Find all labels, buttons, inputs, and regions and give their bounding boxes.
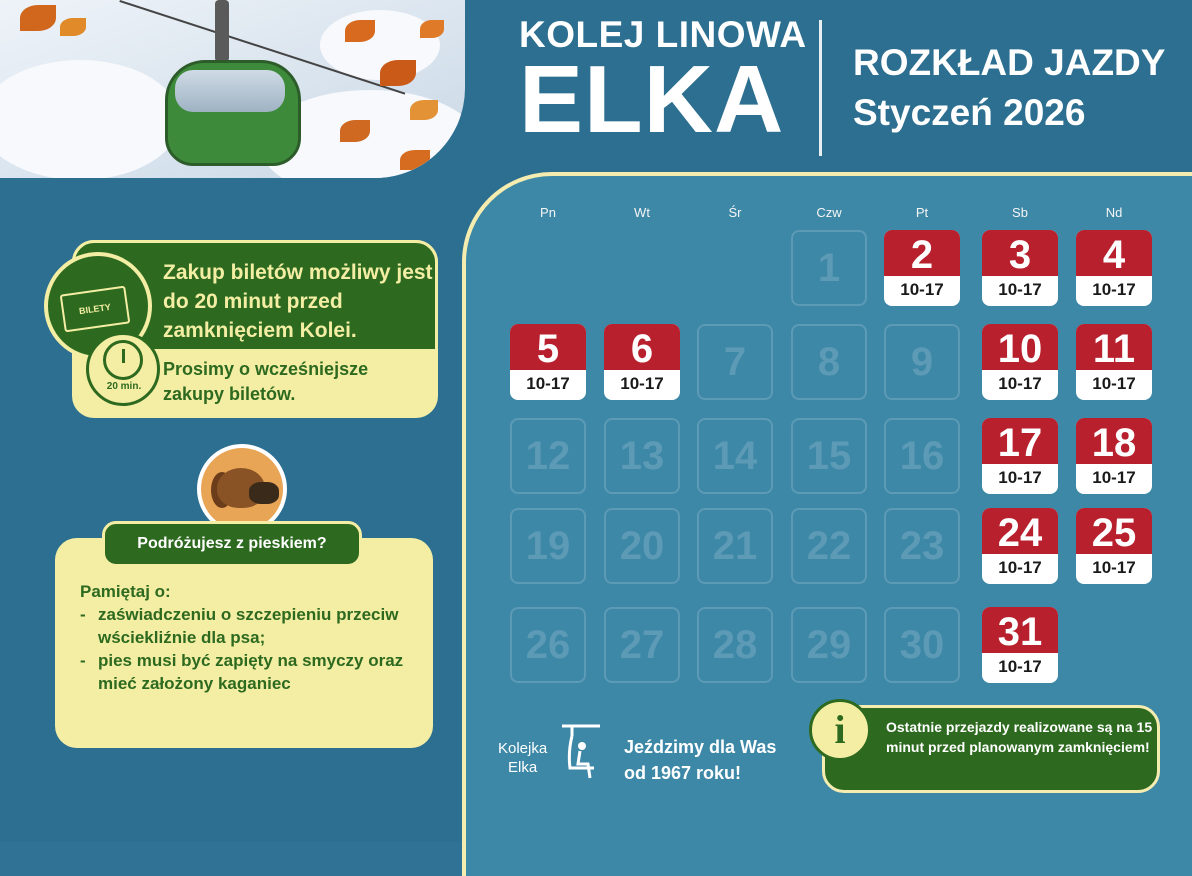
day-number: 7 (723, 340, 747, 384)
day-number: 4 (1076, 230, 1152, 276)
day-number: 6 (604, 324, 680, 370)
opening-hours: 10-17 (900, 280, 944, 299)
day-number: 28 (712, 623, 758, 667)
calendar-day-closed (510, 607, 586, 683)
title-line2: ELKA (519, 46, 785, 153)
opening-hours: 10-17 (620, 374, 664, 393)
logo-line2: Elka (508, 759, 538, 776)
weekday-label: Nd (1105, 205, 1123, 220)
day-number: 26 (525, 623, 571, 667)
opening-hours: 10-17 (998, 280, 1042, 299)
gondola-photo (0, 0, 465, 178)
tagline-line1: Jeździmy dla Was (624, 737, 777, 757)
opening-hours: 10-17 (1092, 558, 1136, 577)
month-label: Styczeń 2026 (853, 92, 1086, 133)
day-number: 3 (982, 230, 1058, 276)
day-number: 19 (525, 524, 571, 568)
day-number: 30 (899, 623, 945, 667)
calendar-day-closed (604, 607, 680, 683)
kolejka-logo-text (498, 739, 547, 777)
calendar-day-open (982, 230, 1058, 306)
calendar-day-open (604, 324, 680, 400)
dog-item: - zaświadczeniu o szczepieniu przeciw wściekliźnie dla psa; (80, 603, 420, 649)
calendar-day-open (510, 324, 586, 400)
day-number: 14 (712, 434, 758, 478)
weekday-label: Czw (816, 205, 842, 220)
day-number: 12 (525, 434, 571, 478)
day-number: 17 (982, 418, 1058, 464)
dog-item: - pies musi być zapięty na smyczy oraz mieć założony kaganiec (80, 649, 420, 695)
calendar-day-closed (697, 418, 773, 494)
schedule-label: ROZKŁAD JAZDY (853, 42, 1166, 83)
weekday-label: Pt (915, 205, 929, 220)
day-number: 27 (619, 623, 665, 667)
calendar-day-open (884, 230, 960, 306)
calendar-day-closed (604, 508, 680, 584)
title-line1: KOLEJ LINOWA (519, 14, 807, 55)
calendar-day-closed (697, 324, 773, 400)
stopwatch-icon (103, 340, 143, 380)
opening-hours: 10-17 (1092, 374, 1136, 393)
calendar-day-closed (791, 230, 867, 306)
day-number: 5 (510, 324, 586, 370)
day-number: 31 (982, 607, 1058, 653)
day-number: 16 (899, 434, 945, 478)
day-number: 23 (899, 524, 945, 568)
calendar-day-closed (884, 418, 960, 494)
timer-label: 20 min. (106, 381, 142, 392)
calendar-day-closed (791, 508, 867, 584)
last-ride-info-text: Ostatnie przejazdy realizowane są na 15 minut przed planowanym zamknięciem! (886, 719, 1153, 755)
calendar-day-open (1076, 418, 1152, 494)
day-number: 15 (806, 434, 852, 478)
day-number: 25 (1076, 508, 1152, 554)
tagline (624, 734, 776, 786)
calendar-day-closed (884, 607, 960, 683)
calendar-day-closed (791, 324, 867, 400)
opening-hours: 10-17 (1092, 280, 1136, 299)
day-number: 2 (884, 230, 960, 276)
calendar-day-closed (791, 607, 867, 683)
day-number: 18 (1076, 418, 1152, 464)
calendar-day-closed (884, 508, 960, 584)
weekday-label: Śr (728, 205, 742, 220)
day-number: 9 (910, 340, 934, 384)
gondola-illustration (165, 40, 300, 170)
calendar-day-open (1076, 230, 1152, 306)
calendar-day-closed (697, 607, 773, 683)
day-number: 1 (817, 246, 841, 290)
day-number: 24 (982, 508, 1058, 554)
tickets-main-text: Zakup biletów możliwy jest do 20 minut przed zamknięciem Kolei. (163, 261, 433, 342)
title-block (519, 14, 807, 153)
calendar-day-open (982, 508, 1058, 584)
weekday-label: Wt (634, 205, 650, 220)
weekday-label: Pn (540, 205, 556, 220)
opening-hours: 10-17 (998, 468, 1042, 487)
calendar-day-closed (791, 418, 867, 494)
opening-hours: 10-17 (998, 558, 1042, 577)
day-number: 21 (712, 524, 758, 568)
day-number: 13 (619, 434, 665, 478)
info-icon: i (809, 699, 871, 761)
logo-line1: Kolejka (498, 740, 548, 757)
opening-hours: 10-17 (998, 657, 1042, 676)
ticket-icon: BILETY (60, 286, 131, 333)
title-divider (819, 20, 822, 156)
opening-hours: 10-17 (998, 374, 1042, 393)
day-number: 10 (982, 324, 1058, 370)
day-number: 8 (817, 340, 841, 384)
calendar-day-closed (697, 508, 773, 584)
calendar-day-closed (884, 324, 960, 400)
day-number: 20 (619, 524, 665, 568)
day-number: 29 (806, 623, 852, 667)
opening-hours: 10-17 (526, 374, 570, 393)
calendar-day-open (982, 418, 1058, 494)
calendar-day-closed (604, 418, 680, 494)
day-number: 11 (1076, 324, 1152, 370)
calendar-day-open (1076, 508, 1152, 584)
calendar-day-closed (510, 508, 586, 584)
tickets-sub-text: Prosimy o wcześniejsze zakupy biletów. (163, 359, 369, 404)
calendar-day-closed (510, 418, 586, 494)
opening-hours: 10-17 (1092, 468, 1136, 487)
calendar-day-open (982, 324, 1058, 400)
calendar-day-open (982, 607, 1058, 683)
weekday-label: Sb (1012, 205, 1028, 220)
calendar-day-open (1076, 324, 1152, 400)
dog-title: Podróżujesz z pieskiem? (102, 521, 362, 567)
dog-intro: Pamiętaj o: (80, 582, 171, 601)
tagline-line2: od 1967 roku! (624, 763, 742, 783)
day-number: 22 (806, 524, 852, 568)
chairlift-icon (560, 722, 602, 784)
dog-text (80, 580, 420, 695)
